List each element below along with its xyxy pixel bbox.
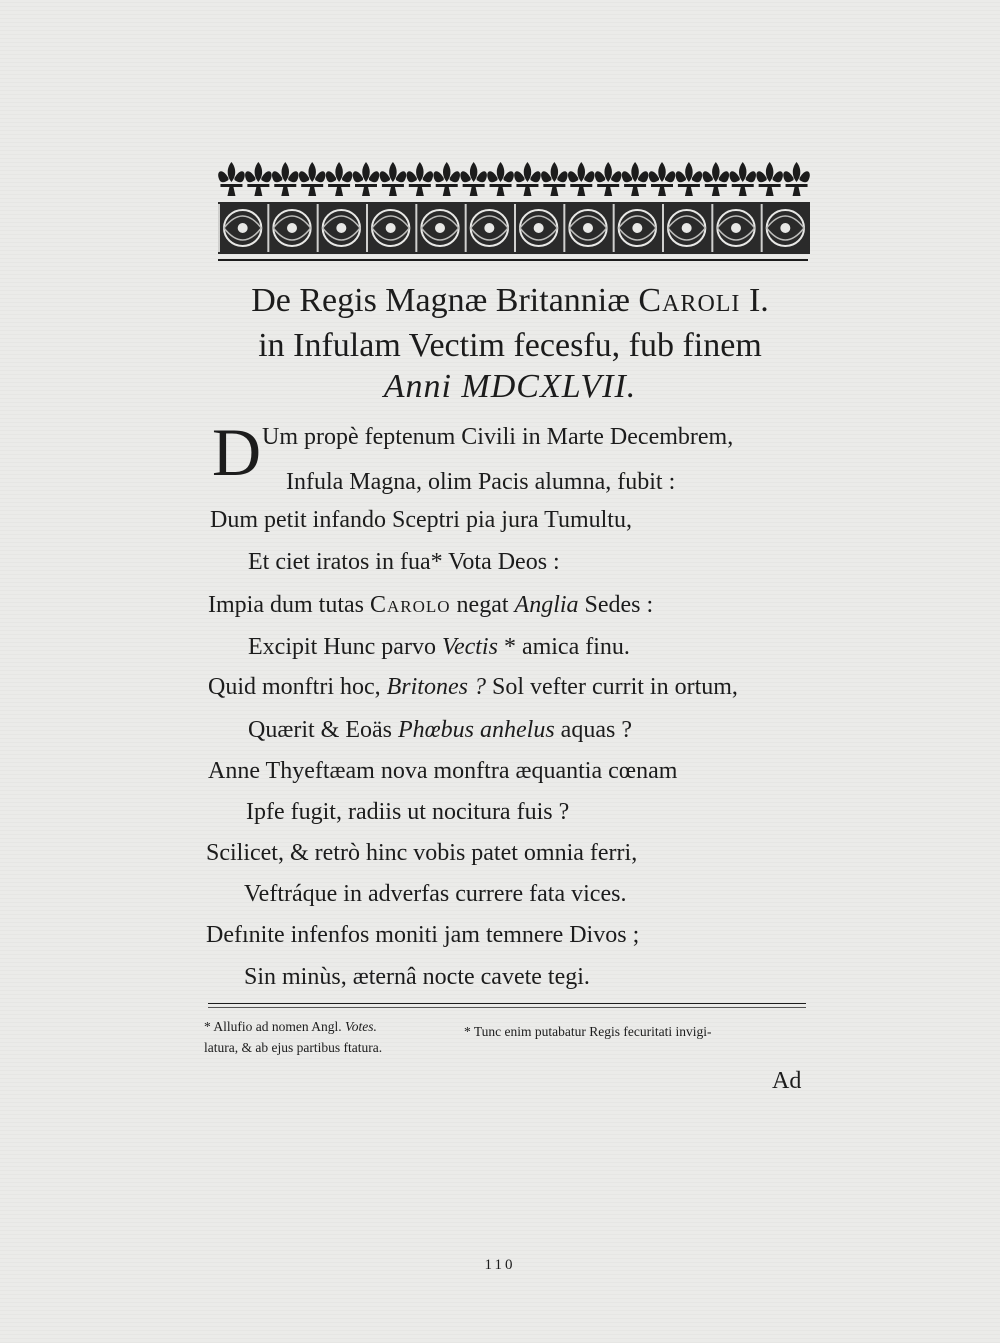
fleur-de-lis-icon (272, 162, 299, 196)
verse-line (246, 797, 569, 827)
footnote-2-continued: latura, & ab ejus partibus ftatura. (204, 1040, 383, 1055)
fleur-de-lis-icon (729, 162, 756, 196)
verse-line (262, 422, 733, 452)
page-number: 110 (484, 1257, 516, 1273)
fleur-de-lis-icon (433, 162, 460, 196)
footnote-rule (208, 1003, 806, 1004)
verse-segment: Dum petit infando Sceptri pia jura Tumultu, (210, 507, 632, 533)
verse-segment: Phœbus anhelus (398, 717, 555, 743)
verse-line (244, 879, 626, 909)
verse-segment: Et ciet iratos in fua* Vota Deos : (248, 549, 560, 575)
verse-segment: Carolo (369, 592, 451, 618)
footnote-2: * Tunc enim putabatur Regis fecuritati invigi- (464, 1024, 712, 1039)
fleur-de-lis-icon (460, 162, 487, 196)
title-line-2: in Infulam Vectim fecesfu, fub finem (258, 327, 762, 364)
verse-segment: Um propè feptenum Civili in Marte Decembrem, (262, 424, 734, 450)
verse-segment: Ipfe fugit, radiis ut nocitura fuis ? (246, 799, 570, 825)
verse-segment: * amica finu. (497, 634, 630, 660)
fleur-de-lis-icon (649, 162, 676, 196)
title-numeral: I. (740, 282, 769, 319)
fleur-de-lis-icon (326, 162, 353, 196)
verse-segment: Excipit Hunc parvo (248, 634, 442, 660)
verse-segment: negat (450, 592, 515, 618)
fleur-de-lis-icon (568, 162, 595, 196)
fleur-de-lis-icon (541, 162, 568, 196)
verse-line (244, 962, 590, 992)
verse-segment: Quærit & Eoäs (248, 717, 398, 743)
verse-segment: Sedes : (578, 592, 654, 618)
title-line-3: Anni MDCXLVII. (383, 368, 637, 405)
footnote-1-italic: Votes. (345, 1019, 377, 1034)
footnote-rule-thin (208, 1007, 806, 1008)
drop-capital: D (212, 414, 262, 490)
fleur-de-lis-icon (703, 162, 730, 196)
fleur-de-lis-icon (487, 162, 514, 196)
fleur-de-lis-icon (407, 162, 434, 196)
verse-line (210, 505, 632, 535)
fleur-de-lis-icon (245, 162, 272, 196)
title-caroli: Caroli (638, 282, 741, 319)
fleur-de-lis-icon (299, 162, 326, 196)
verse-segment: Defınite infenfos moniti jam temnere Divos ; (206, 922, 640, 948)
fleur-de-lis-icon (595, 162, 622, 196)
footnote-1 (204, 1018, 377, 1036)
verse-line (208, 590, 653, 620)
verse-segment: Veftráque in adverfas currere fata vices. (244, 881, 627, 907)
fleur-de-lis-icon (353, 162, 380, 196)
verse-line (208, 672, 738, 702)
verse-line (206, 920, 639, 950)
verse-segment: Impia dum tutas (208, 592, 370, 618)
verse-segment: Britones ? (386, 674, 486, 700)
verse-segment: Sol vefter currit in ortum, (485, 674, 738, 700)
footnote-1-text: * Allufio ad nomen Angl. (204, 1019, 345, 1034)
verse-segment: Anglia (514, 592, 579, 618)
fleur-de-lis-icon (218, 162, 245, 196)
fleur-de-lis-icon (622, 162, 649, 196)
verse-segment: Sin minùs, æternâ nocte cavete tegi. (244, 964, 590, 990)
verse-segment: Vectis (441, 634, 498, 660)
verse-segment: Infula Magna, olim Pacis alumna, fubit : (286, 469, 676, 495)
catchword: Ad (772, 1068, 802, 1094)
fleuron-border-ornament (218, 158, 810, 256)
title-line-1 (200, 278, 820, 324)
fleur-de-lis-icon (380, 162, 407, 196)
verse-line (286, 467, 675, 497)
verse-line (206, 838, 637, 868)
verse-segment: Anne Thyeftæam nova monftra æquantia cœnam (208, 758, 678, 784)
title-text: De Regis Magnæ Britanniæ (251, 282, 639, 319)
fleur-de-lis-icon (783, 162, 810, 196)
verse-segment: Quid monftri hoc, (208, 674, 387, 700)
fleur-de-lis-icon (676, 162, 703, 196)
fleur-de-lis-icon (514, 162, 541, 196)
verse-segment: aquas ? (554, 717, 632, 743)
verse-segment: Scilicet, & retrò hinc vobis patet omnia ferri, (206, 840, 638, 866)
verse-line (248, 547, 560, 577)
verse-line (248, 715, 632, 745)
verse-line (208, 756, 677, 786)
fleur-de-lis-icon (756, 162, 783, 196)
ornament-rule (218, 259, 808, 261)
verse-line (248, 632, 630, 662)
